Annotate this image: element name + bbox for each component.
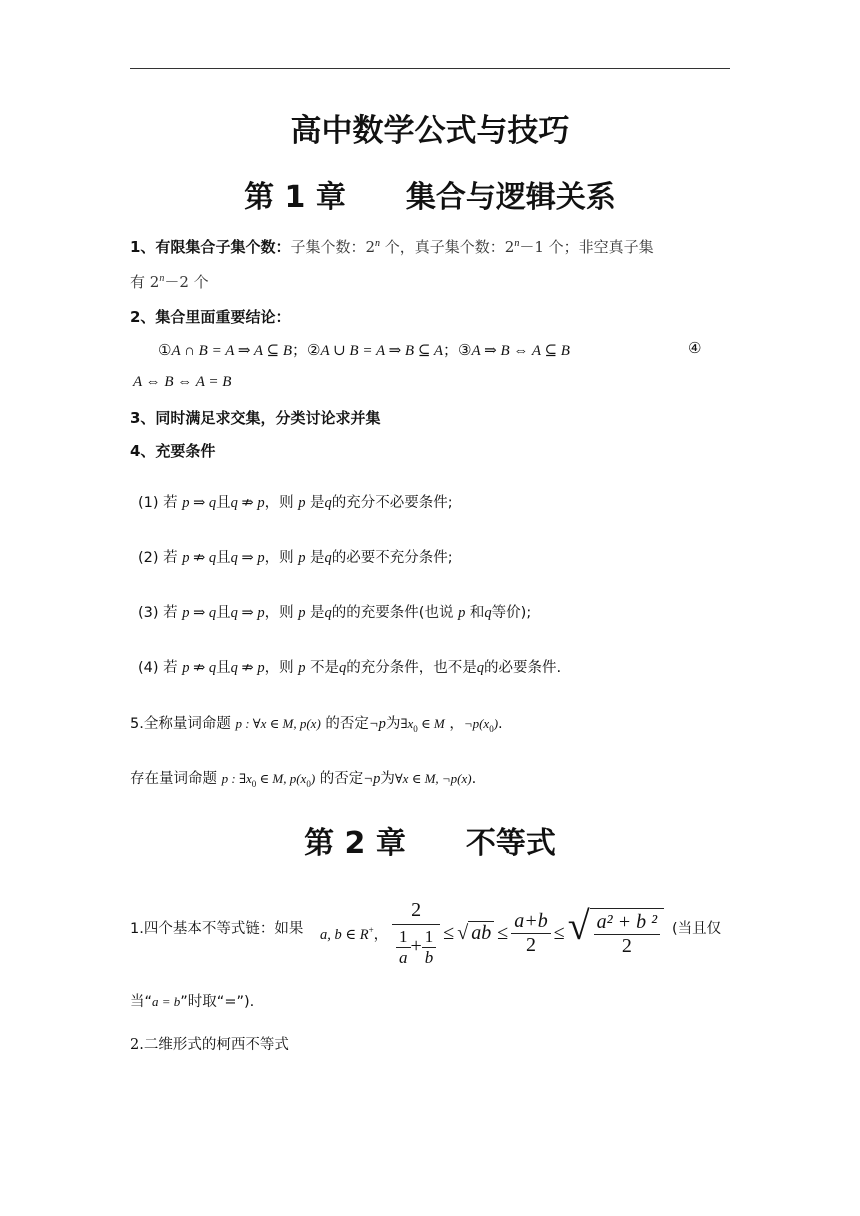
then-word: ，则 (264, 660, 299, 676)
arithmetic-mean (511, 910, 551, 957)
chapter-1-heading: 第 1 章 集合与逻辑关系 (244, 180, 616, 215)
is-word: 是 (305, 550, 325, 566)
nonempty-proper-text: －1 个；非空真子集 (519, 238, 654, 256)
implication: q ⇒ p (230, 550, 265, 566)
header-rule (130, 68, 730, 69)
negation-word: 的否定 (315, 771, 364, 787)
line-prefix: (4) 若 (138, 660, 183, 676)
line-end: 的必要条件. (484, 660, 562, 676)
var-q: q (476, 660, 485, 676)
neg-px0: ¬p(x (463, 716, 490, 731)
line-prefix: (2) 若 (138, 550, 183, 566)
and-word: 和 (465, 605, 485, 621)
line-prefix: (1) 若 (138, 495, 183, 511)
numerator-a-plus-b: a+b (511, 910, 551, 934)
neg-p: ¬p (363, 771, 381, 787)
circle-3: ；③ (443, 341, 472, 359)
and-word: 且 (216, 660, 231, 676)
line-end: 的充分不必要条件; (331, 495, 453, 511)
inequality-chain-label (130, 917, 303, 938)
line2-prefix: 有 2 (130, 273, 160, 291)
item-3-label: 3、同时满足求交集，分类讨论求并集 (130, 409, 381, 427)
and-word: 且 (216, 605, 231, 621)
qm-fraction (594, 911, 661, 958)
comma: ， (444, 716, 464, 732)
ab-in-R: a, b ∈ R (320, 927, 369, 943)
line-end: 等价); (491, 605, 532, 621)
then-word: ，则 (264, 605, 299, 621)
exponent-n: n (159, 273, 165, 284)
num-1: 1 (396, 927, 411, 948)
subset-count-text: 子集个数：2 (290, 238, 375, 256)
implication: p ⇒ q (182, 605, 217, 621)
radicand-ab: ab (468, 921, 494, 945)
geometric-mean: √ ab (457, 921, 494, 945)
implication: q ⇒ p (230, 605, 265, 621)
item-1-line-2 (130, 271, 209, 292)
implication: q ⇏ p (230, 495, 265, 511)
implication: p ⇏ q (182, 550, 217, 566)
condition-line-3 (138, 601, 531, 622)
line-end: 的的充要条件(也说 (331, 605, 459, 621)
is-word: 不是 (305, 660, 340, 676)
le-sign: ≤ (443, 921, 455, 944)
harmonic-numerator: 2 (392, 899, 440, 925)
exponent-n: n (514, 238, 520, 249)
existential-formula-mid: ∈ M, p(x (256, 771, 307, 786)
existential-formula: p : ∃x (221, 771, 252, 786)
chapter-2-heading: 第 2 章 不等式 (304, 826, 556, 861)
numerator-squares: a² + b ² (594, 911, 661, 935)
le-sign: ≤ (553, 921, 565, 944)
item-4-label: 4、充要条件 (130, 442, 216, 460)
line-prefix: (3) 若 (138, 605, 183, 621)
paren-close: ) (493, 716, 499, 731)
circle-1: ① (158, 341, 172, 359)
neg-p: ¬p (368, 716, 386, 732)
circle-4: ④ (688, 339, 702, 357)
harmonic-denominator (392, 925, 440, 968)
universal-formula: p : ∀x ∈ M, p(x) (235, 716, 321, 731)
period: . (498, 716, 503, 732)
exists-formula-rest: ∈ M (417, 716, 445, 731)
existential-label: 存在量词命题 (130, 771, 222, 787)
item-2-label: 2、集合里面重要结论： (130, 308, 291, 326)
then-word: ，则 (264, 550, 299, 566)
cauchy-label: 二维形式的柯西不等式 (143, 1037, 289, 1053)
var-p: p (458, 605, 466, 621)
plus: + (410, 934, 422, 957)
denominator-2: 2 (525, 933, 536, 956)
exponent-n: n (375, 238, 380, 249)
superscript-plus: + (368, 925, 374, 936)
formula-implies-subset: A ⇒ B ⇔ A ⊆ B (471, 343, 570, 359)
implication: p ⇒ q (182, 495, 217, 511)
implication: p ⇏ q (182, 660, 217, 676)
then-word: ，则 (264, 495, 299, 511)
var-p: p (298, 605, 306, 621)
harmonic-mean (392, 899, 440, 968)
denominator-2: 2 (621, 934, 632, 957)
one-over-b (422, 927, 437, 968)
is-word: 是 (305, 495, 325, 511)
and-word: 且 (216, 495, 231, 511)
formula-union: A ∪ B = A ⇒ B ⊆ A (320, 343, 444, 359)
line-end: 的必要不充分条件; (331, 550, 453, 566)
le-sign: ≤ (497, 921, 509, 944)
subscript-0: 0 (251, 778, 257, 789)
one-over-a (396, 927, 411, 968)
equality-condition-line (130, 990, 254, 1011)
universal-label: 5.全称量词命题 (130, 716, 236, 732)
page-title: 高中数学公式与技巧 (290, 113, 570, 149)
implication: q ⇏ p (230, 660, 265, 676)
when-suffix: ”时取“=”). (180, 994, 255, 1010)
num-1: 1 (422, 927, 437, 948)
chain-label: 1.四个基本不等式链：如果 (130, 921, 304, 937)
is-word: 为 (380, 771, 395, 787)
item-number: 2. (130, 1037, 144, 1053)
var-p: p (298, 495, 306, 511)
inequality-chain-formula (392, 893, 664, 973)
var-q: q (324, 605, 332, 621)
subscript-0: 0 (489, 723, 494, 734)
when-prefix: 当“ (130, 994, 153, 1010)
a-equals-b: a = b (152, 994, 181, 1009)
negation-word: 的否定 (320, 716, 369, 732)
quadratic-mean: √ $\frac{\text{a² + b ²}}{2}$ (568, 906, 664, 960)
paren-close: ) (310, 771, 316, 786)
var-p: p (298, 550, 306, 566)
var-q: q (324, 495, 332, 511)
is-word: 为 (385, 716, 401, 732)
item-2-formulas (158, 339, 570, 360)
var-q: q (324, 550, 332, 566)
den-a: a (399, 947, 408, 967)
circle-2: ；② (292, 341, 321, 359)
condition-formula (320, 923, 388, 944)
formula-intersection: A ∩ B = A ⇒ A ⊆ B (171, 343, 293, 359)
item-1-label: 1、有限集合子集个数： (130, 238, 291, 256)
condition-line-2 (138, 546, 453, 567)
universal-negation-line (130, 712, 503, 734)
line-end: 的充分条件，也不是 (346, 660, 477, 676)
formula-equivalence: A ⇔ B ⇔ A = B (133, 374, 232, 390)
is-word: 是 (305, 605, 325, 621)
subscript-0: 0 (413, 723, 418, 734)
existential-negation-line (130, 767, 476, 789)
var-p: p (298, 660, 306, 676)
and-word: 且 (216, 550, 231, 566)
var-q: q (339, 660, 347, 676)
condition-line-4 (138, 656, 561, 677)
var-q: q (484, 605, 492, 621)
chain-tail: (当且仅 (672, 921, 722, 937)
item-1-line-1 (130, 236, 654, 257)
exists-formula: ∃x (400, 716, 414, 731)
proper-subset-text: 个，真子集个数：2 (380, 238, 515, 256)
cauchy-inequality-line (130, 1033, 289, 1054)
condition-line-1 (138, 491, 453, 512)
den-b: b (424, 947, 434, 967)
period: . (471, 771, 477, 787)
forall-neg-formula: ∀x ∈ M, ¬p(x) (394, 771, 472, 786)
comma: ， (373, 927, 389, 943)
line2-suffix: －2 个 (164, 273, 209, 291)
subscript-0: 0 (306, 778, 311, 789)
